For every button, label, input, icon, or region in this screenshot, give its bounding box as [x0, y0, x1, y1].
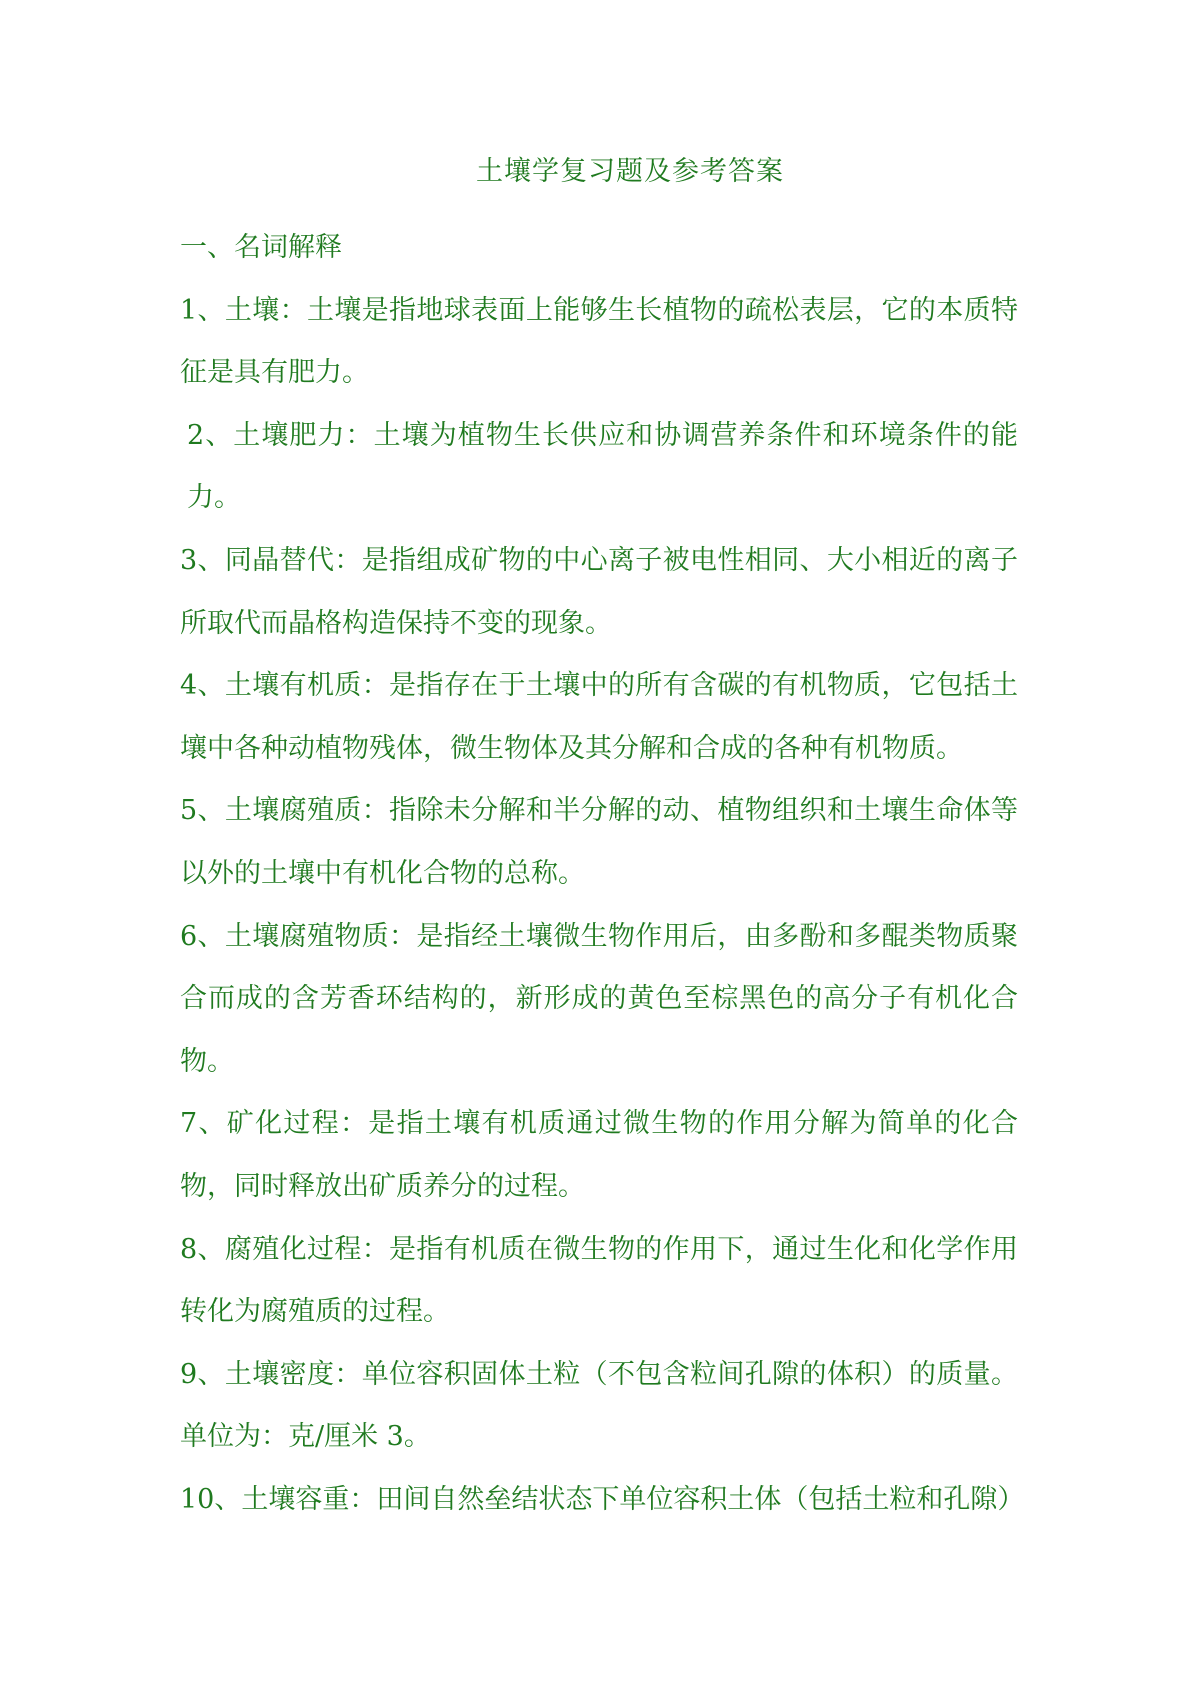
- definition-item-9: 9、土壤密度：单位容积固体土粒（不包含粒间孔隙的体积）的质量。单位为：克/厘米 3。: [180, 1358, 1018, 1453]
- definition-item-3: 3、同晶替代：是指组成矿物的中心离子被电性相同、大小相近的离子所取代而晶格构造保持不变的现象。: [180, 544, 1018, 639]
- definition-item-1: 1、土壤：土壤是指地球表面上能够生长植物的疏松表层，它的本质特征是具有肥力。: [180, 294, 1018, 389]
- definition-item-6: 6、土壤腐殖物质：是指经土壤微生物作用后，由多酚和多醌类物质聚合而成的含芳香环结构的，新形成的黄色至棕黑色的高分子有机化合物。: [180, 920, 1018, 1077]
- document-body: [180, 217, 1025, 1531]
- definition-item-4: 4、土壤有机质：是指存在于土壤中的所有含碳的有机物质，它包括土壤中各种动植物残体，微生物体及其分解和合成的各种有机物质。: [180, 670, 1018, 764]
- definition-item-2: 2、土壤肥力：土壤为植物生长供应和协调营养条件和环境条件的能力。: [187, 419, 1018, 514]
- definition-item-5: 5、土壤腐殖质：指除未分解和半分解的动、植物组织和土壤生命体等以外的土壤中有机化合物的总称。: [180, 795, 1018, 889]
- section-heading: 一、名词解释: [180, 232, 342, 263]
- definition-item-8: 8、腐殖化过程：是指有机质在微生物的作用下，通过生化和化学作用转化为腐殖质的过程。: [180, 1233, 1018, 1328]
- document-title: 土壤学复习题及参考答案: [476, 156, 784, 187]
- definition-item-7: 7、矿化过程：是指土壤有机质通过微生物的作用分解为简单的化合物，同时释放出矿质养分的过程。: [180, 1108, 1018, 1202]
- definition-item-10: 10、土壤容重：田间自然垒结状态下单位容积土体（包括土粒和孔隙）: [180, 1483, 1025, 1515]
